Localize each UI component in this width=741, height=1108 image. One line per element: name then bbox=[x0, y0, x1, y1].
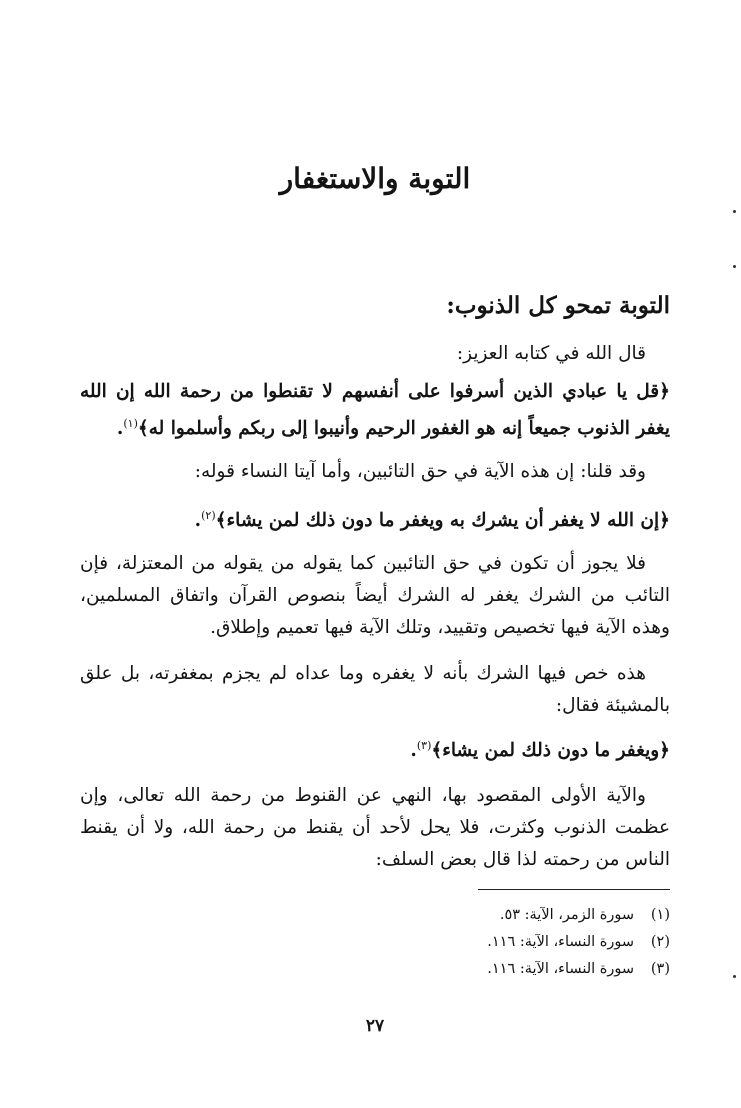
footnote-item bbox=[80, 934, 670, 961]
page-number: ٢٧ bbox=[365, 1016, 385, 1036]
verse-tail: . bbox=[194, 510, 202, 532]
verse-text: ﴿إن الله لا يغفر أن يشرك به ويغفر ما دون ذلك لمن يشاء﴾ bbox=[215, 510, 670, 532]
footnotes-list bbox=[80, 907, 670, 988]
footnote-number: (٢) bbox=[650, 934, 670, 950]
verse-nisa-part bbox=[80, 730, 670, 767]
scan-speck bbox=[733, 210, 736, 213]
verse-tail: . bbox=[116, 418, 124, 440]
book-page bbox=[80, 0, 670, 1108]
chapter-title: التوبة والاستغفار bbox=[279, 162, 471, 195]
footnote-item bbox=[80, 961, 670, 988]
verse-tail: . bbox=[410, 740, 417, 762]
paragraph-shirk: هذه خص فيها الشرك بأنه لا يغفره وما عداه لم يجزم بمغفرته، بل علق بالمشيئة فقال: bbox=[80, 663, 670, 716]
footnote-text: سورة النساء، الآية: ١١٦. bbox=[487, 961, 634, 977]
footnote-number: (٣) bbox=[650, 961, 670, 977]
section-heading: التوبة تمحو كل الذنوب: bbox=[446, 292, 670, 319]
verse-text: ﴿قل يا عبادي الذين أسرفوا على أنفسهم لا تقنطوا من رحمة الله إن الله يغفر الذنوب جميعاً إنه هو الغفور الرحيم وأنيبوا إلى ربكم وأسلموا له﴾ bbox=[80, 381, 670, 440]
paragraph-intro: قال الله في كتابه العزيز: bbox=[456, 343, 646, 364]
scan-speck bbox=[733, 975, 736, 978]
footnote-text: سورة الزمر، الآية: ٥٣. bbox=[499, 907, 634, 923]
paragraph-commentary: وقد قلنا: إن هذه الآية في حق التائبين، وأما آيتا النساء قوله: bbox=[194, 461, 646, 482]
verse-zumar bbox=[80, 376, 670, 445]
scan-speck bbox=[733, 265, 736, 268]
footnote-number: (١) bbox=[650, 907, 670, 923]
footnote-divider bbox=[478, 889, 670, 890]
footnote-item bbox=[80, 907, 670, 934]
footnote-ref-3: (٣) bbox=[416, 739, 432, 752]
footnote-ref-2: (٢) bbox=[201, 509, 216, 522]
footnote-text: سورة النساء، الآية: ١١٦. bbox=[487, 934, 634, 950]
verse-nisa bbox=[80, 500, 670, 537]
paragraph-qunut: والآية الأولى المقصود بها، النهي عن القنوط من رحمة الله تعالى، وإن عظمت الذنوب وكثرت، فلا يحل لأحد أن يقنط من رحمة الله، ولا أن يقنط الناس من رحمته لذا قال بعض السلف: bbox=[80, 785, 670, 870]
verse-text: ﴿ويغفر ما دون ذلك لمن يشاء﴾ bbox=[431, 740, 670, 762]
paragraph-mutazila: فلا يجوز أن تكون في حق التائبين كما يقوله من يقوله من المعتزلة، فإن التائب من الشرك يغفر له الشرك أيضاً بنصوص القرآن واتفاق المسلمين، وهذه الآية فيها تخصيص وتقييد، وتلك الآية فيها تعميم وإطلاق. bbox=[80, 553, 670, 638]
footnote-ref-1: (١) bbox=[123, 417, 138, 430]
